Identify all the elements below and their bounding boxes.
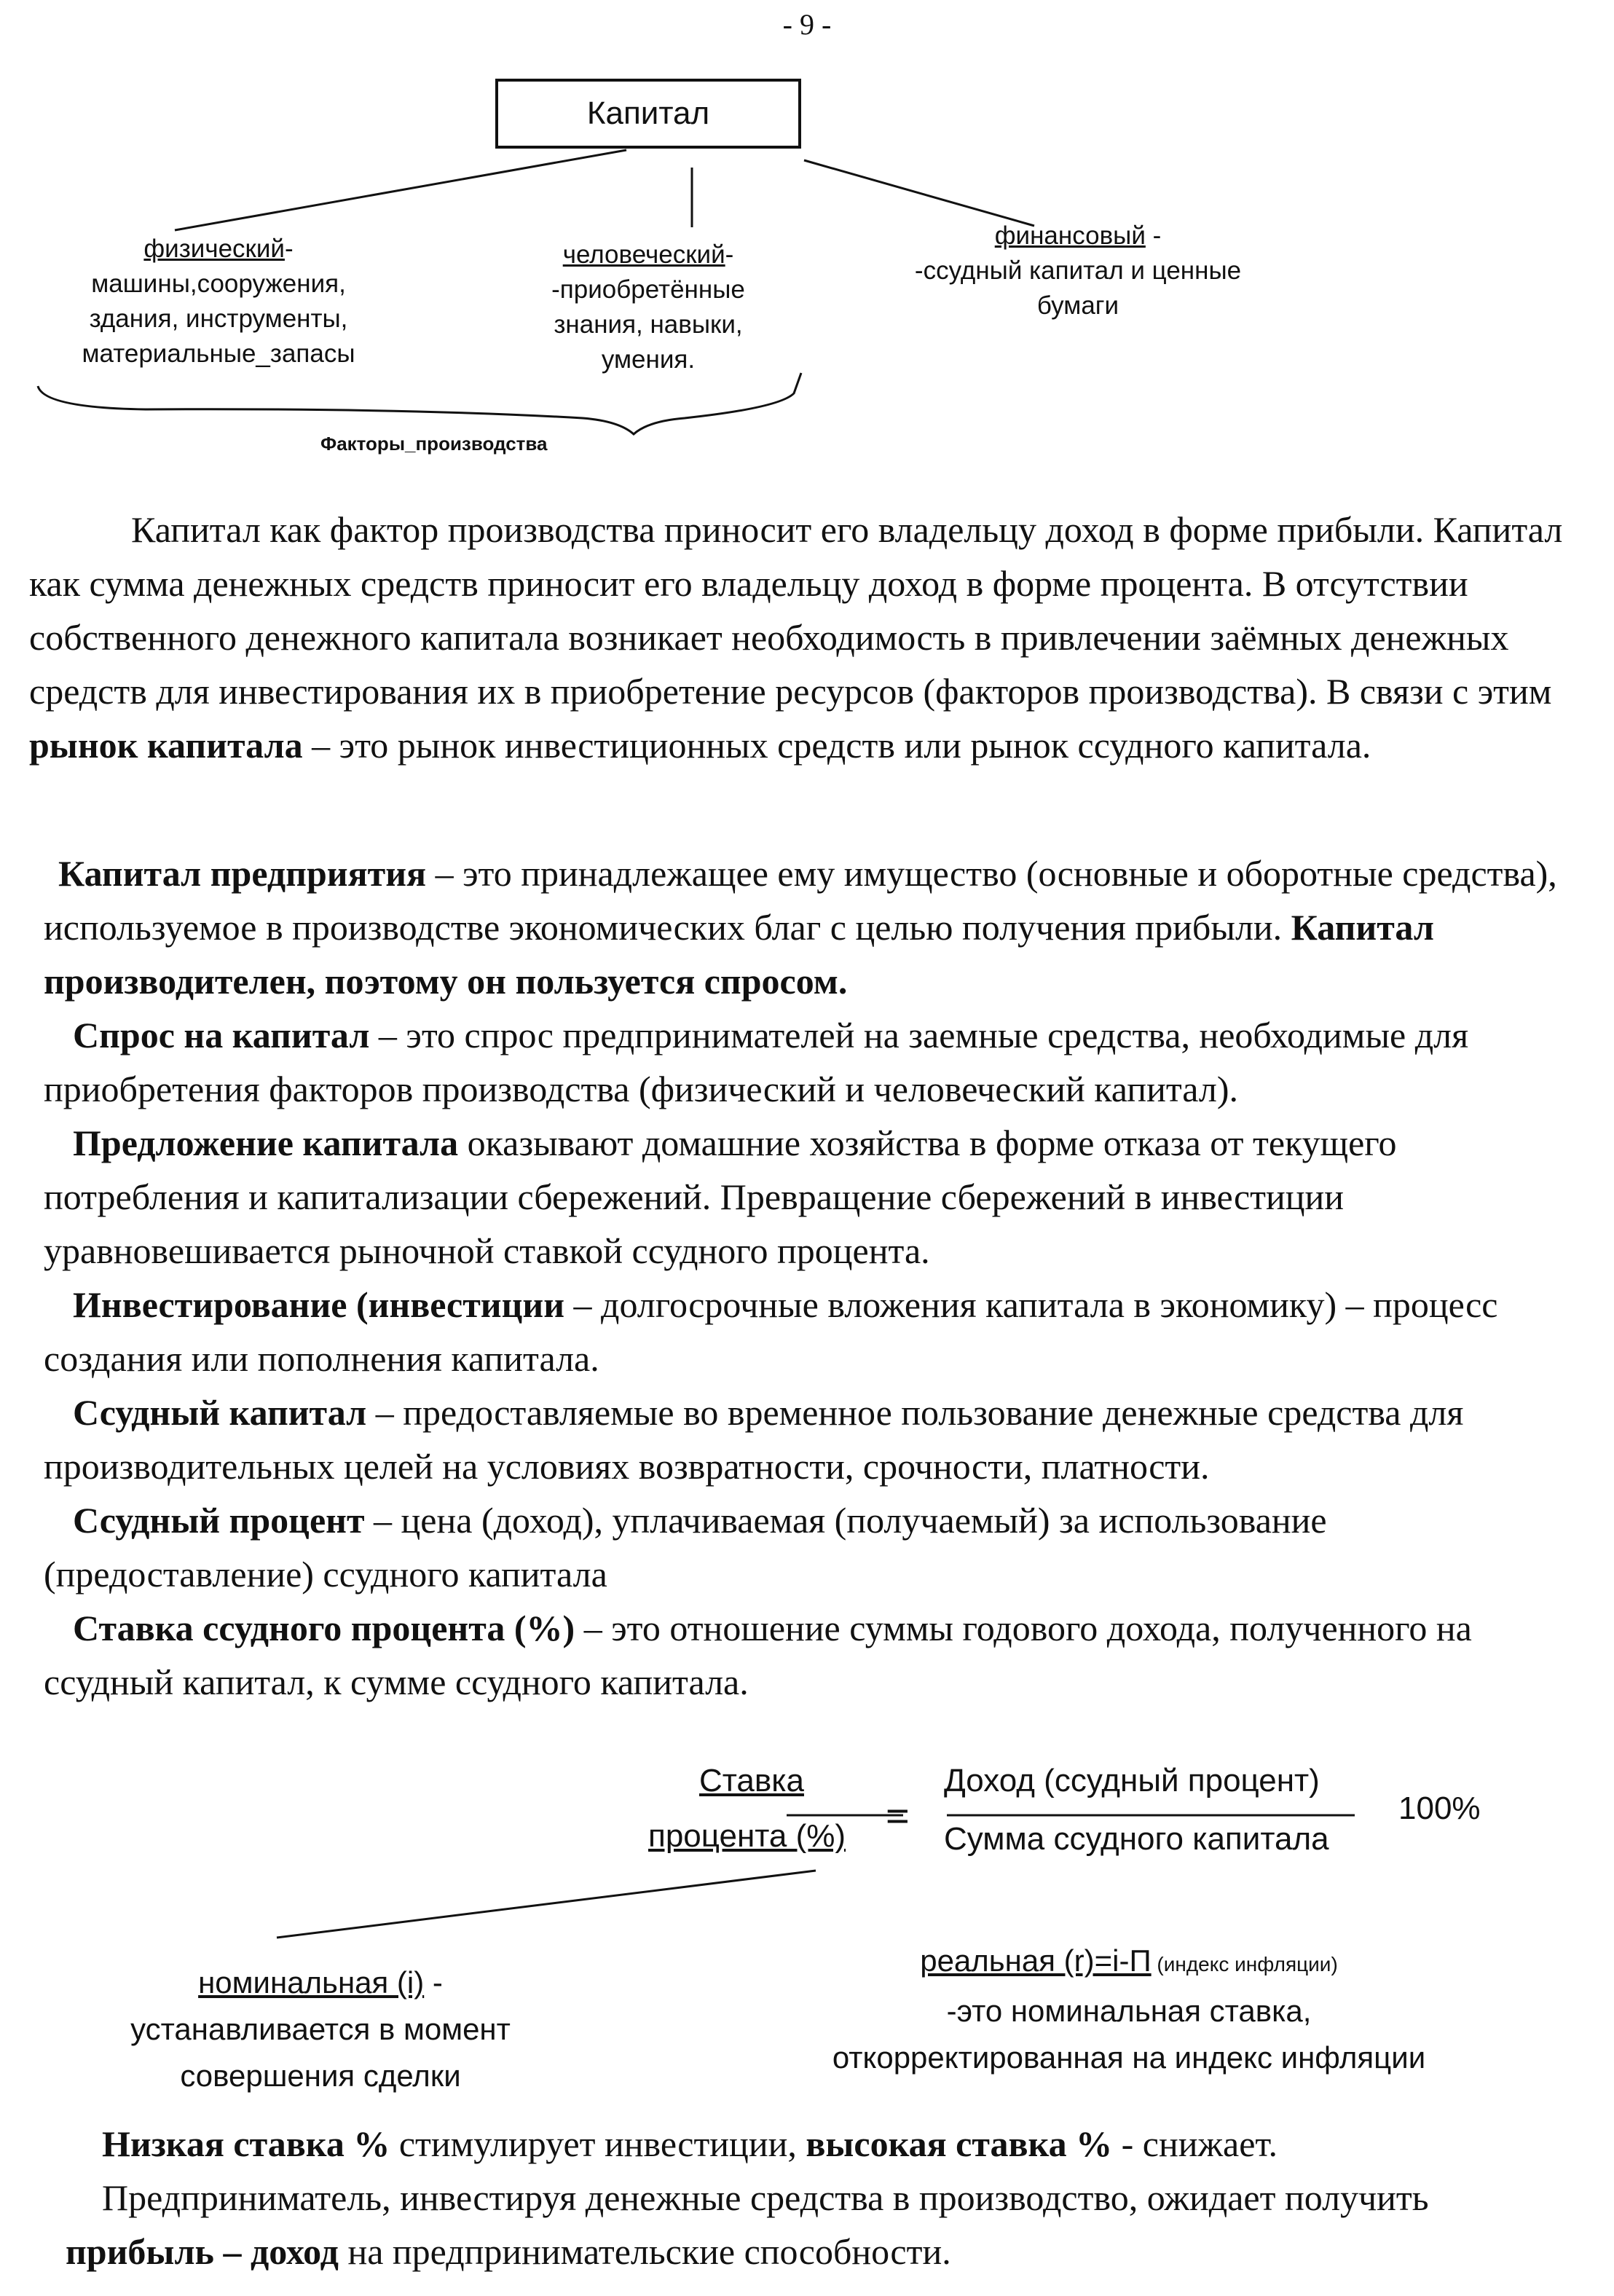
- definition-rate: [44, 1601, 1588, 1709]
- intro-bold: рынок капитала: [29, 725, 303, 766]
- human-line-1: -приобретённые: [551, 275, 745, 304]
- physical-line-1: машины,сооружения,: [91, 270, 346, 298]
- branch-human: [510, 237, 787, 377]
- branch-financial: [845, 219, 1311, 323]
- definition-term: Спрос на капитал: [73, 1015, 370, 1055]
- closing-line-2: [66, 2171, 1580, 2279]
- definition-supply: [44, 1116, 1588, 1278]
- formula-lhs-2: процента (%): [648, 1818, 846, 1854]
- definition-term: Ссудный процент: [73, 1500, 365, 1541]
- financial-line-2: бумаги: [1036, 291, 1119, 320]
- nominal-suffix: -: [424, 1965, 443, 2000]
- real-title: реальная (r)=i-П: [920, 1943, 1152, 1978]
- definition-text: оказывают домашние хозяйства в форме отказа от текущего потребления и капитализации сбережений. Превращение сбережений в инвестиции уравновешивается рыночной ставкой ссудного процента.: [44, 1123, 1397, 1271]
- definition-text: – это отношение суммы годового дохода, полученного на ссудный капитал, к сумме ссудного капитала.: [44, 1608, 1472, 1702]
- capital-title: Капитал: [586, 95, 710, 131]
- closing-line-1: [66, 2117, 1580, 2171]
- financial-suffix: -: [1145, 221, 1162, 250]
- real-line-2: откорректированная на индекс инфляции: [832, 2040, 1426, 2075]
- formula-denominator: Сумма ссудного капитала: [944, 1821, 1329, 1857]
- definition-loan-interest: [44, 1493, 1588, 1601]
- brace-caption: Факторы_производства: [320, 433, 548, 455]
- physical-line-3: материальные_запасы: [82, 339, 355, 368]
- closing-bold-1: Низкая ставка %: [102, 2123, 390, 2164]
- closing-bold-2: высокая ставка %: [806, 2123, 1113, 2164]
- closing-bold-3: прибыль – доход: [66, 2231, 339, 2272]
- formula-equals: =: [886, 1793, 910, 1839]
- definition-demand: [44, 1008, 1588, 1116]
- rate-nominal: [73, 1959, 568, 2099]
- definition-term: Инвестирование (инвестиции: [73, 1284, 564, 1325]
- financial-line-1: -ссудный капитал и ценные: [914, 256, 1242, 285]
- definition-term: Ссудный капитал: [73, 1392, 367, 1433]
- definition-capital-enterprise: [44, 846, 1588, 1008]
- intro-text: Капитал как фактор производства приносит его владельцу доход в форме прибыли. Капитал как сумма денежных средств приносит его владельцу доход в форме процента. В отсутствии собственного денежного капитала возникает необходимость в привлечении заёмных денежных средств для инвестирования их в приобретение ресурсов (факторов производства). В связи с этим: [29, 509, 1563, 712]
- nominal-line-1: устанавливается в момент: [130, 2012, 511, 2046]
- definitions: [44, 846, 1588, 1709]
- definition-investment: [44, 1278, 1588, 1385]
- definition-text: – предоставляемые во временное пользование денежные средства для производительных целей на условиях возвратности, срочности, платности.: [44, 1392, 1464, 1487]
- definition-extra: Капитал производителен, поэтому он пользуется спросом.: [44, 907, 1434, 1002]
- definition-text: – это спрос предпринимателей на заемные средства, необходимые для приобретения факторов производства (физический и человеческий капитал).: [44, 1015, 1469, 1109]
- closing-paragraph: [66, 2117, 1580, 2279]
- closing-text-2: - снижает.: [1112, 2123, 1278, 2164]
- formula-numerator: Доход (ссудный процент): [944, 1763, 1320, 1798]
- definition-text: – цена (доход), уплачиваемая (получаемый) за использование (предоставление) ссудного капитала: [44, 1500, 1327, 1595]
- page-number: - 9 -: [782, 8, 832, 41]
- formula-lhs-1: Ставка: [699, 1763, 804, 1798]
- closing-text-1: стимулирует инвестиции,: [390, 2123, 806, 2164]
- human-suffix: -: [725, 240, 734, 269]
- definition-text: – долгосрочные вложения капитала в экономику) – процесс создания или пополнения капитала.: [44, 1284, 1498, 1379]
- definition-term: Предложение капитала: [73, 1123, 459, 1163]
- closing-text-4: на предпринимательские способности.: [338, 2231, 951, 2272]
- nominal-line-2: совершения сделки: [180, 2059, 461, 2093]
- nominal-title: номинальная (i): [198, 1965, 425, 2000]
- human-line-2: знания, навыки,: [554, 310, 743, 339]
- physical-title: физический: [143, 235, 285, 263]
- real-note: (индекс инфляции): [1151, 1953, 1338, 1975]
- definition-text: – это принадлежащее ему имущество (основные и оборотные средства), используемое в производстве экономических благ с целью получения прибыли.: [44, 853, 1557, 948]
- closing-text-3: Предприниматель, инвестируя денежные средства в производство, ожидает получить: [102, 2177, 1429, 2218]
- human-title: человеческий: [562, 240, 725, 269]
- physical-line-2: здания, инструменты,: [89, 304, 348, 333]
- capital-box: [495, 79, 801, 149]
- rate-real: [772, 1938, 1486, 2081]
- intro-paragraph: [29, 503, 1573, 772]
- human-line-3: умения.: [601, 345, 696, 374]
- definition-loan-capital: [44, 1385, 1588, 1493]
- real-line-1: -это номинальная ставка,: [946, 1994, 1312, 2028]
- financial-title: финансовый: [994, 221, 1146, 250]
- formula-factor: 100%: [1398, 1790, 1481, 1826]
- definition-term: Капитал предприятия: [58, 853, 427, 894]
- definition-term: Ставка ссудного процента (%): [73, 1608, 575, 1648]
- branch-physical: [29, 232, 408, 371]
- physical-suffix: -: [284, 235, 294, 263]
- intro-end: – это рынок инвестиционных средств или рынок ссудного капитала.: [302, 725, 1371, 766]
